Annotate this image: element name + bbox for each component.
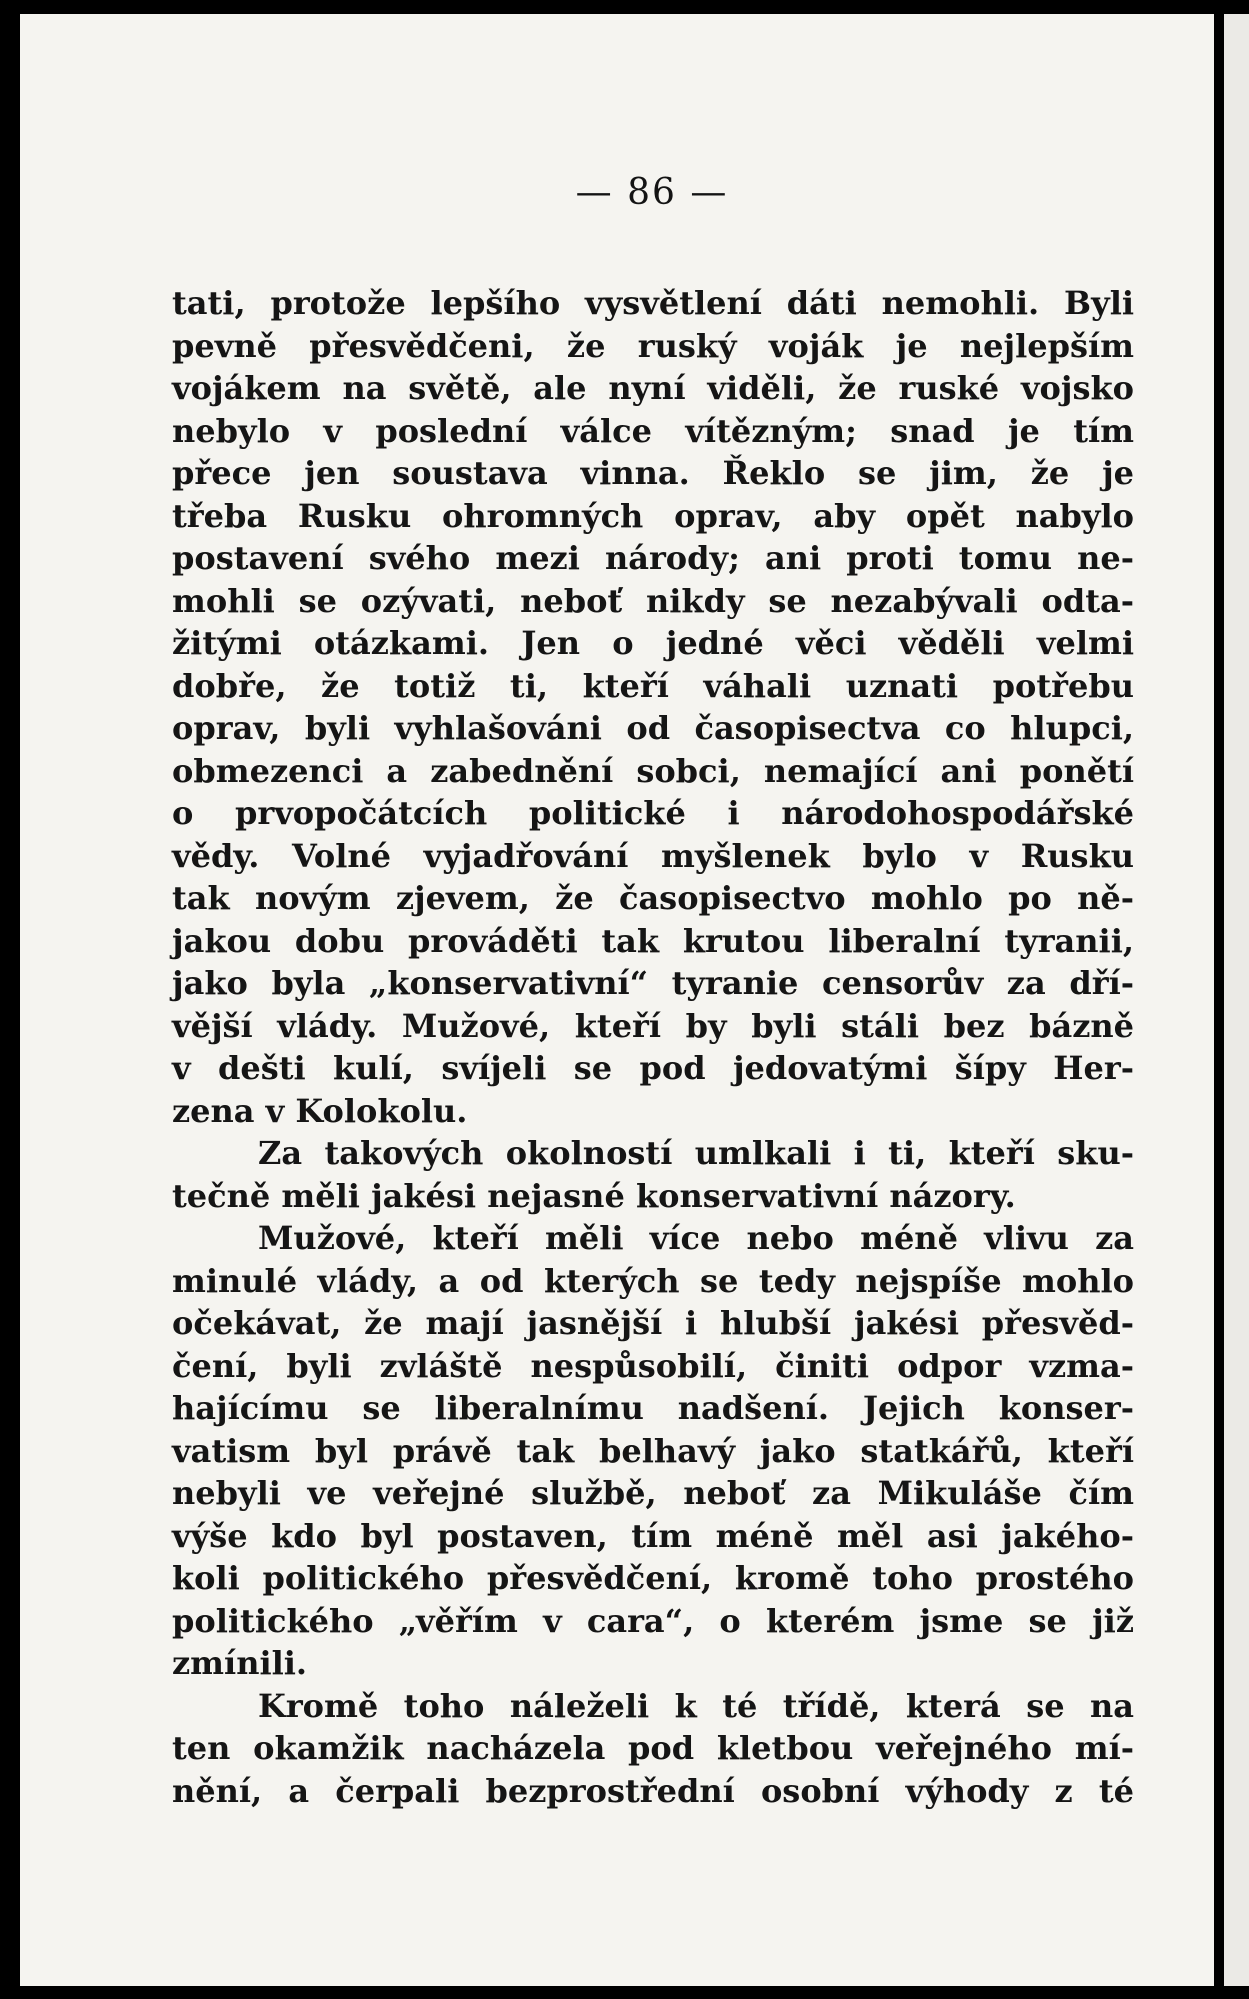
body-text [172, 282, 1134, 1812]
text-line: žitými otázkami. Jen o jedné věci věděli velmi [172, 624, 1134, 662]
text-line: koli politického přesvědčení, kromě toho prostého [172, 1559, 1134, 1597]
text-line: tečně měli jakési nejasné konservativní názory. [172, 1176, 1016, 1215]
adjacent-page-edge [1224, 14, 1249, 1986]
text-line: politického „věřím v cara“, o kterém jsme se již [172, 1601, 1134, 1640]
text-line: hajícímu se liberalnímu nadšení. Jejich konser- [172, 1389, 1134, 1427]
text-line: postavení svého mezi národy; ani proti tomu ne- [172, 539, 1134, 577]
text-line: vatism byl právě tak belhavý jako statkářů, kteří [172, 1431, 1134, 1470]
text-line: tak novým zjevem, že časopisectvo mohlo po ně- [172, 879, 1134, 917]
text-line: minulé vlády, a od kterých se tedy nejspíše mohlo [172, 1261, 1134, 1300]
text-line: Za takových okolností umlkali i ti, kteří sku- [258, 1134, 1134, 1172]
page-number: — 86 — [575, 172, 729, 213]
text-line: vojákem na světě, ale nyní viděli, že ruské vojsko [172, 369, 1134, 407]
text-line: vědy. Volné vyjadřování myšlenek bylo v Rusku [172, 836, 1134, 875]
text-line: vější vlády. Mužové, kteří by byli stáli bez bázně [172, 1006, 1134, 1045]
text-line: pevně přesvědčeni, že ruský voják je nejlepším [172, 326, 1134, 365]
text-line: obmezenci a zabednění sobci, nemající ani ponětí [172, 751, 1134, 790]
text-line: Kromě toho náleželi k té třídě, která se na [258, 1686, 1134, 1725]
text-line: čení, byli zvláště nespůsobilí, činiti odpor vzma- [172, 1346, 1134, 1385]
text-line: zena v Kolokolu. [172, 1091, 468, 1130]
text-line: očekávat, že mají jasnější i hlubší jakési přesvěd- [172, 1304, 1134, 1342]
text-line: nebylo v poslední válce vítězným; snad je tím [172, 411, 1134, 450]
text-line: v dešti kulí, svíjeli se pod jedovatými šípy Her- [172, 1049, 1134, 1087]
text-line: přece jen soustava vinna. Řeklo se jim, že je [172, 454, 1134, 492]
text-line: ten okamžik nacházela pod kletbou veřejného mí- [172, 1729, 1134, 1767]
text-line: zmínili. [172, 1644, 308, 1682]
text-line: oprav, byli vyhlašováni od časopisectva co hlupci, [172, 709, 1134, 747]
text-line: dobře, že totiž ti, kteří váhali uznati potřebu [172, 666, 1134, 705]
text-line: jako byla „konservativní“ tyranie censorův za dří- [172, 964, 1134, 1002]
text-line: třeba Rusku ohromných oprav, aby opět nabylo [172, 496, 1134, 535]
text-line: výše kdo byl postaven, tím méně měl asi jakého- [172, 1516, 1134, 1555]
text-line: mohli se ozývati, neboť nikdy se nezabývali odta- [172, 581, 1134, 620]
text-line: jakou dobu prováděti tak krutou liberalní tyranii, [172, 921, 1134, 960]
book-page [20, 14, 1214, 1986]
text-line: nění, a čerpali bezprostřední osobní výhody z té [172, 1771, 1134, 1810]
text-line: nebyli ve veřejné službě, neboť za Mikuláše čím [172, 1474, 1134, 1512]
text-line: tati, protože lepšího vysvětlení dáti nemohli. Byli [172, 284, 1134, 322]
text-line: o prvopočátcích politické i národohospodářské [172, 794, 1134, 832]
text-line: Mužové, kteří měli více nebo méně vlivu za [258, 1219, 1134, 1257]
